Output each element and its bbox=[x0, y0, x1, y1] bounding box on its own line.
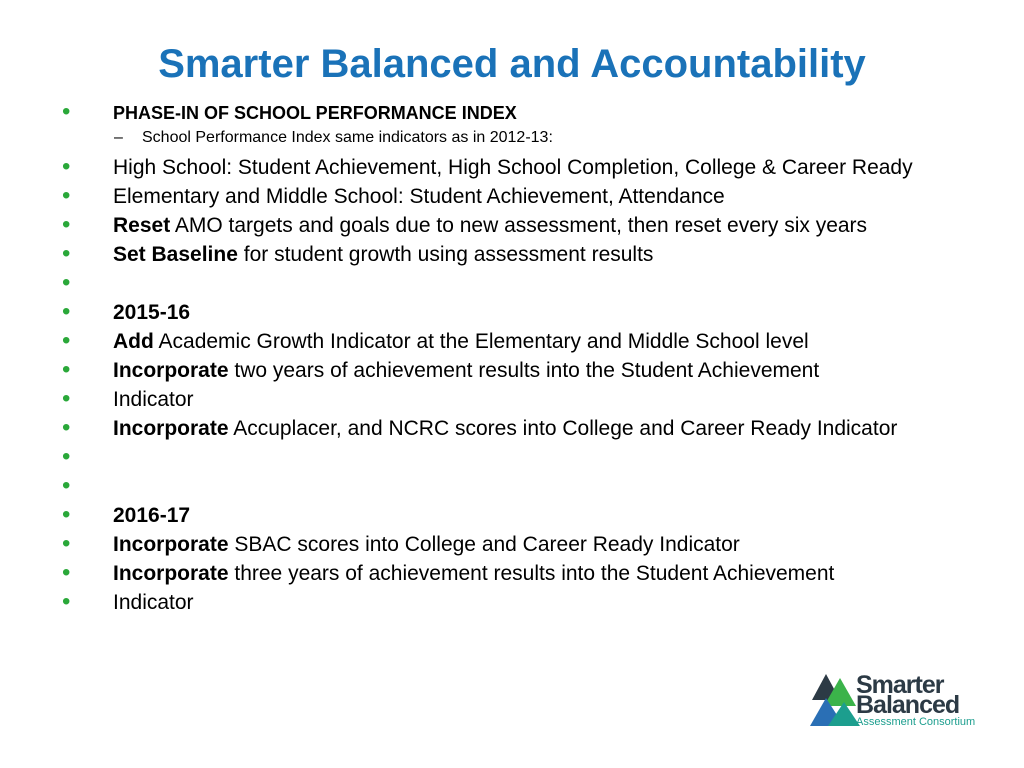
list-item bbox=[62, 98, 982, 125]
dash-icon: – bbox=[114, 129, 123, 146]
item-strong: Incorporate bbox=[113, 562, 229, 585]
item-text: for student growth using assessment results bbox=[237, 243, 654, 266]
item-text: Elementary and Middle School: Student Achievement, Attendance bbox=[113, 185, 725, 208]
list-item-empty bbox=[62, 269, 982, 296]
list-item bbox=[62, 240, 982, 267]
bullet-icon: • bbox=[62, 443, 71, 470]
item-strong: Set Baseline bbox=[113, 243, 238, 266]
list-item bbox=[62, 588, 982, 615]
list-item bbox=[62, 182, 982, 209]
bullet-icon: • bbox=[62, 153, 71, 180]
logo-subtitle: Assessment Consortium bbox=[856, 716, 976, 728]
list-item-empty bbox=[62, 472, 982, 499]
logo-word-balanced: Balanced bbox=[856, 691, 960, 719]
list-item bbox=[62, 530, 982, 557]
bullet-icon: • bbox=[62, 182, 71, 209]
item-strong: Incorporate bbox=[113, 359, 229, 382]
year-heading: 2016-17 bbox=[113, 504, 191, 527]
list-item bbox=[62, 385, 982, 412]
list-item bbox=[62, 211, 982, 238]
bullet-icon: • bbox=[62, 588, 71, 615]
bullet-icon: • bbox=[62, 98, 71, 125]
sub-list-item bbox=[62, 129, 982, 147]
list-item bbox=[62, 356, 982, 383]
bullet-icon: • bbox=[62, 385, 71, 412]
item-text: SBAC scores into College and Career Ready Indicator bbox=[228, 533, 740, 556]
slide-title: Smarter Balanced and Accountability bbox=[158, 42, 866, 86]
list-item bbox=[62, 153, 982, 180]
list-item bbox=[62, 559, 982, 586]
bullet-icon: • bbox=[62, 530, 71, 557]
item-strong: Reset bbox=[113, 214, 171, 237]
item-text: High School: Student Achievement, High School Completion, College & Career Ready bbox=[113, 156, 913, 179]
bullet-icon: • bbox=[62, 211, 71, 238]
list-item bbox=[62, 298, 982, 325]
item-text: three years of achievement results into the Student Achievement bbox=[228, 562, 835, 585]
smarter-balanced-logo bbox=[810, 672, 990, 732]
sub-item-text: School Performance Index same indicators as in 2012-13: bbox=[142, 129, 553, 146]
bullet-icon: • bbox=[62, 559, 71, 586]
bullet-icon: • bbox=[62, 327, 71, 354]
item-text: Indicator bbox=[113, 388, 194, 411]
item-text: Academic Growth Indicator at the Elementary and Middle School level bbox=[153, 330, 809, 353]
item-strong: PHASE-IN OF SCHOOL PERFORMANCE INDEX bbox=[113, 103, 517, 123]
bullet-icon: • bbox=[62, 298, 71, 325]
item-strong: Add bbox=[113, 330, 154, 353]
bullet-icon: • bbox=[62, 472, 71, 499]
item-text: Indicator bbox=[113, 591, 194, 614]
bullet-icon: • bbox=[62, 414, 71, 441]
item-strong: Incorporate bbox=[113, 417, 229, 440]
bullet-icon: • bbox=[62, 501, 71, 528]
bullet-icon: • bbox=[62, 240, 71, 267]
bullet-icon: • bbox=[62, 356, 71, 383]
item-text: two years of achievement results into the Student Achievement bbox=[228, 359, 820, 382]
list-item bbox=[62, 501, 982, 528]
logo-word-smarter: Smarter bbox=[856, 671, 944, 699]
bullet-list bbox=[62, 98, 982, 622]
item-strong: Incorporate bbox=[113, 533, 229, 556]
list-item bbox=[62, 414, 982, 441]
bullet-icon: • bbox=[62, 269, 71, 296]
year-heading: 2015-16 bbox=[113, 301, 191, 324]
list-item bbox=[62, 327, 982, 354]
item-text: Accuplacer, and NCRC scores into College and Career Ready Indicator bbox=[228, 417, 898, 440]
item-text: AMO targets and goals due to new assessment, then reset every six years bbox=[170, 214, 868, 237]
list-item-empty bbox=[62, 443, 982, 470]
